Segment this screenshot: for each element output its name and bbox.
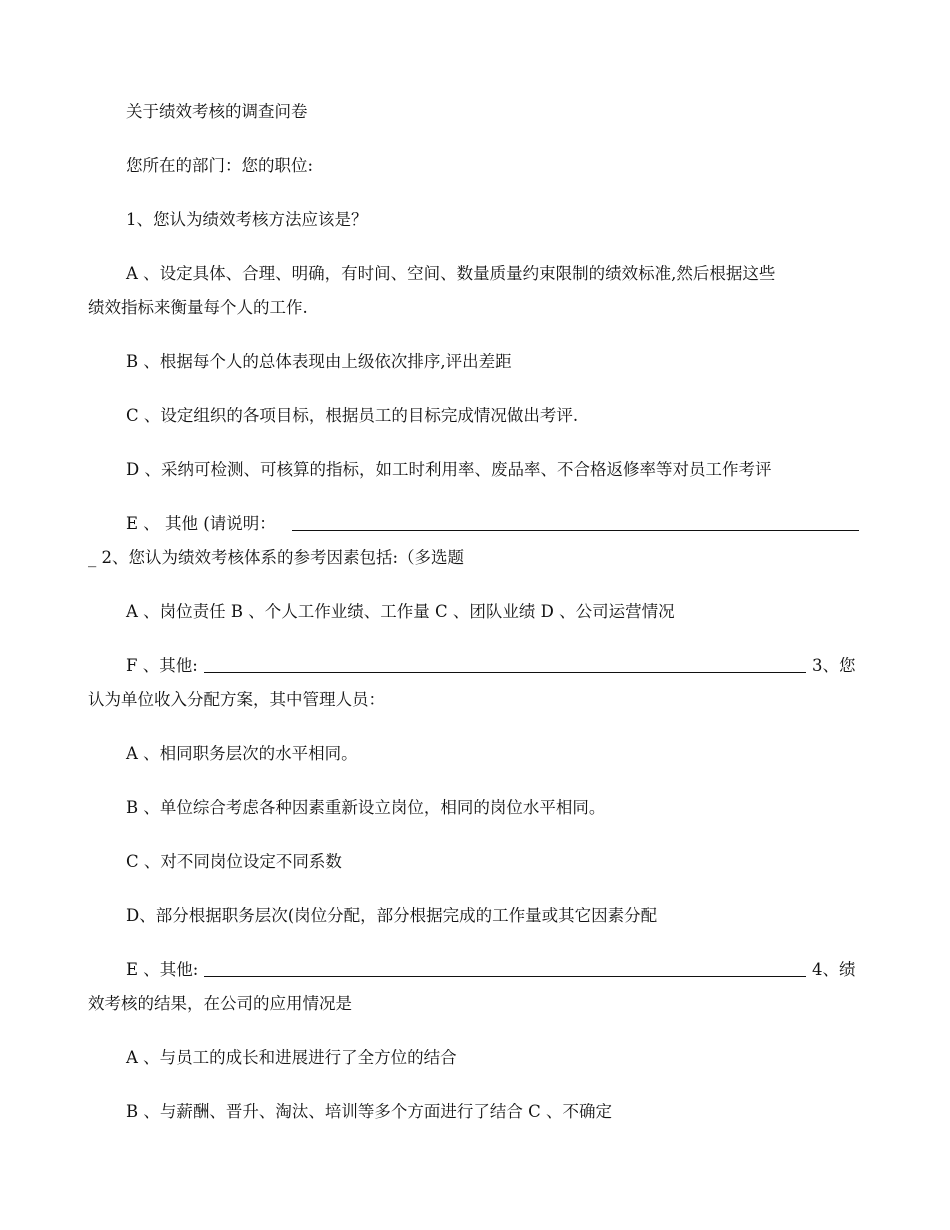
document-title: 关于绩效考核的调查问卷 bbox=[126, 102, 308, 121]
q4-option-a: A 、与员工的成长和进展进行了全方位的结合 bbox=[126, 1048, 457, 1067]
q2-options: A 、岗位责任 B 、个人工作业绩、工作量 C 、团队业绩 D 、公司运营情况 bbox=[126, 602, 675, 621]
q3-option-d: D、部分根据职务层次(岗位分配，部分根据完成的工作量或其它因素分配 bbox=[126, 906, 658, 925]
question-1: 1、您认为绩效考核方法应该是？ bbox=[126, 210, 368, 229]
q2-other-blank bbox=[204, 672, 806, 673]
q3-option-b: B 、单位综合考虑各种因素重新设立岗位，相同的岗位水平相同。 bbox=[126, 798, 606, 817]
q1-other-blank bbox=[292, 530, 859, 531]
q1-option-e: E 、 其他 (请说明： bbox=[126, 514, 276, 533]
question-2: _ 2、您认为绩效考核体系的参考因素包括:（多选题 bbox=[88, 548, 465, 567]
question-4-start: 4、绩 bbox=[812, 960, 856, 979]
q2-option-f: F 、其他: bbox=[126, 656, 198, 675]
q1-option-a-line-1: A 、设定具体、合理、明确，有时间、空间、数量质量约束限制的绩效标准,然后根据这些 bbox=[126, 264, 776, 283]
question-4-rest: 效考核的结果，在公司的应用情况是 bbox=[88, 994, 352, 1013]
q4-option-b: B 、与薪酬、晋升、淘汰、培训等多个方面进行了结合 C 、不确定 bbox=[126, 1102, 612, 1121]
q3-option-e: E 、其他: bbox=[126, 960, 199, 979]
question-3-start: 3、您 bbox=[812, 656, 856, 675]
q3-option-c: C 、对不同岗位设定不同系数 bbox=[126, 852, 342, 871]
q3-option-a: A 、相同职务层次的水平相同。 bbox=[126, 744, 358, 763]
q1-option-d: D 、采纳可检测、可核算的指标，如工时利用率、废品率、不合格返修率等对员工作考评 bbox=[126, 460, 772, 479]
respondent-info-line: 您所在的部门：您的职位: bbox=[126, 156, 314, 175]
q1-option-a-line-2: 绩效指标来衡量每个人的工作. bbox=[88, 298, 308, 317]
question-3-rest: 认为单位收入分配方案，其中管理人员： bbox=[88, 690, 385, 709]
q1-option-b: B 、根据每个人的总体表现由上级依次排序,评出差距 bbox=[126, 352, 512, 371]
q3-other-blank bbox=[204, 976, 806, 977]
q1-option-c: C 、设定组织的各项目标，根据员工的目标完成情况做出考评. bbox=[126, 406, 579, 425]
